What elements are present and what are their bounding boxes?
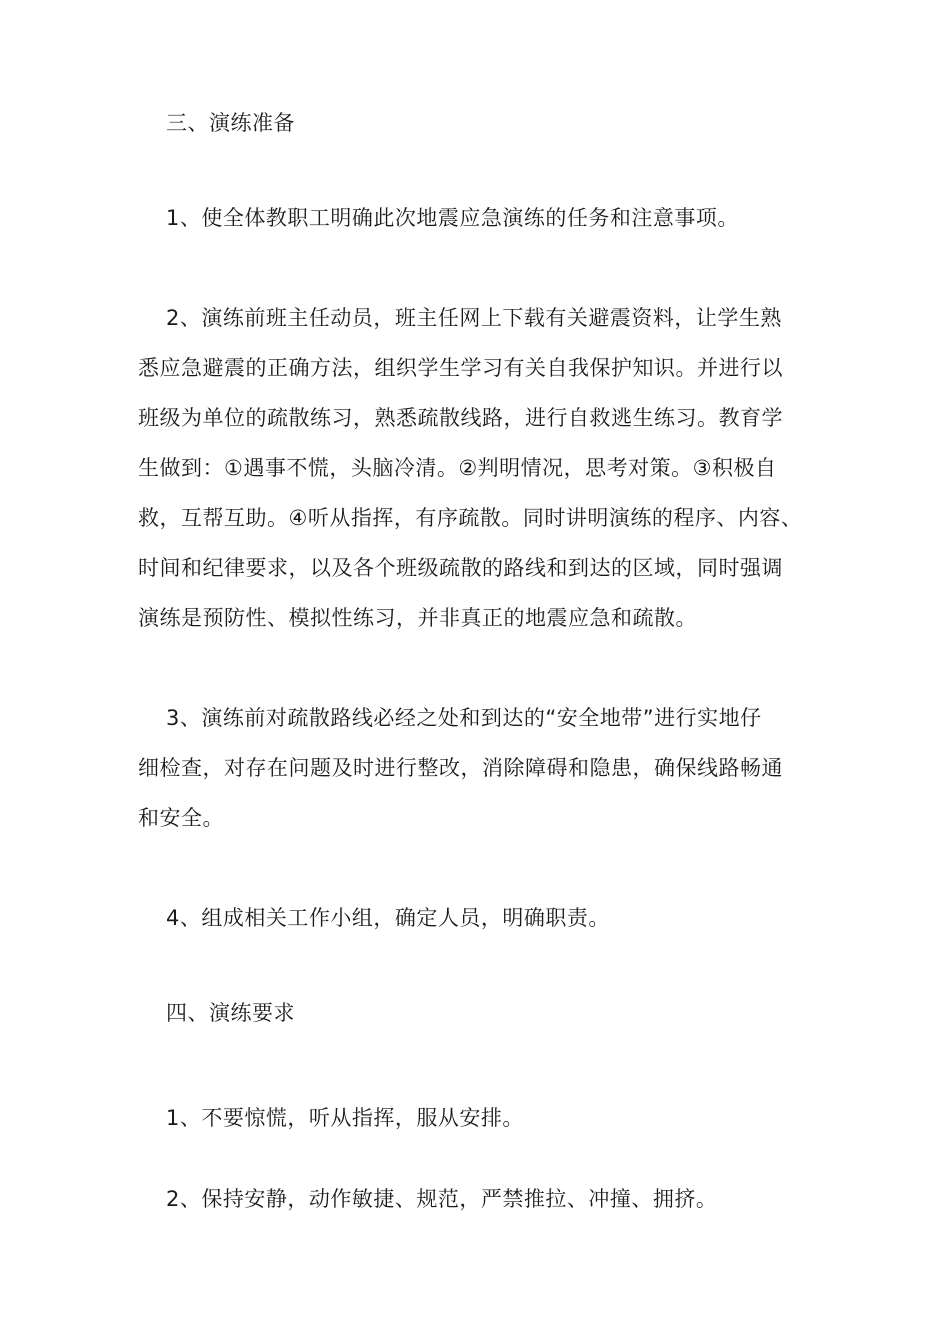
paragraph-item-3 — [138, 693, 828, 843]
paragraph-requirement-2: 2、保持安静，动作敏捷、规范，严禁推拉、冲撞、拥挤。 — [166, 1187, 718, 1211]
paragraph-line: 班级为单位的疏散练习，熟悉疏散线路，进行自救逃生练习。教育学 — [138, 406, 783, 430]
paragraph-line: 演练是预防性、模拟性练习，并非真正的地震应急和疏散。 — [138, 606, 697, 630]
section-heading-drill-requirements: 四、演练要求 — [166, 1001, 295, 1025]
paragraph-line: 救，互帮互助。④听从指挥，有序疏散。同时讲明演练的程序、内容、 — [138, 506, 803, 530]
paragraph-line: 悉应急避震的正确方法，组织学生学习有关自我保护知识。并进行以 — [138, 356, 783, 380]
paragraph-item-4: 4、组成相关工作小组，确定人员，明确职责。 — [166, 906, 610, 930]
paragraph-line: 3、演练前对疏散路线必经之处和到达的“安全地带”进行实地仔 — [166, 706, 762, 730]
paragraph-line: 和安全。 — [138, 806, 224, 830]
paragraph-item-2 — [138, 293, 828, 643]
paragraph-requirement-1: 1、不要惊慌，听从指挥，服从安排。 — [166, 1106, 524, 1130]
paragraph-item-1: 1、使全体教职工明确此次地震应急演练的任务和注意事项。 — [166, 206, 739, 230]
paragraph-line: 生做到：①遇事不慌，头脑冷清。②判明情况，思考对策。③积极自 — [138, 456, 777, 480]
paragraph-line: 细检查，对存在问题及时进行整改，消除障碍和隐患，确保线路畅通 — [138, 756, 783, 780]
section-heading-drill-preparation: 三、演练准备 — [166, 111, 295, 135]
paragraph-line: 2、演练前班主任动员，班主任网上下载有关避震资料，让学生熟 — [166, 306, 782, 330]
paragraph-line: 时间和纪律要求，以及各个班级疏散的路线和到达的区域，同时强调 — [138, 556, 783, 580]
